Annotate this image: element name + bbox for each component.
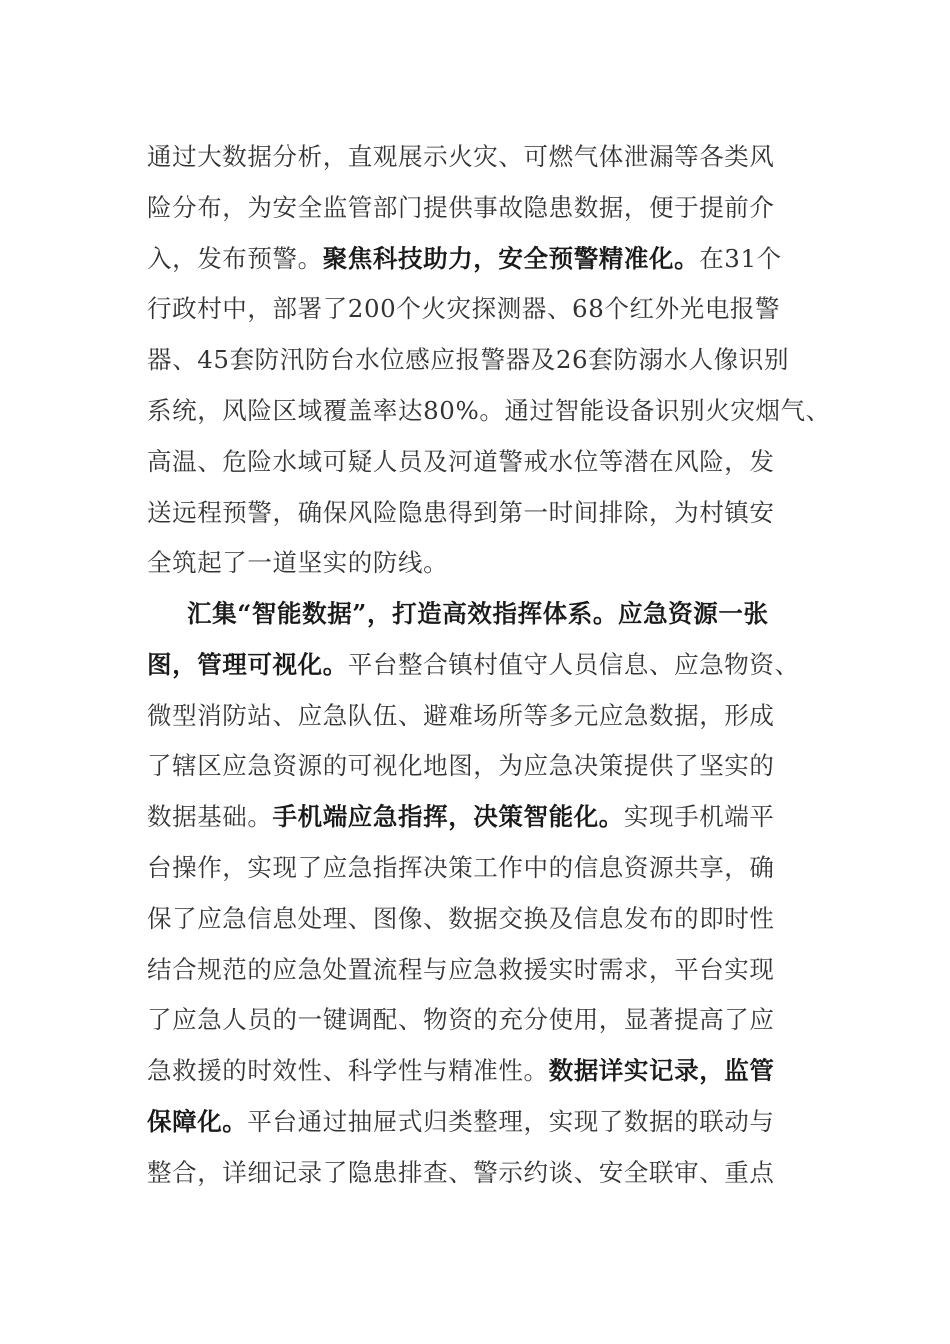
paragraph-line (147, 234, 812, 285)
paragraph-line (147, 1097, 812, 1148)
text-run: 数据基础。 (147, 802, 273, 832)
text-run: 了辖区应急资源的可视化地图，为应急决策提供了坚实的 (147, 751, 775, 781)
paragraph-line (147, 183, 812, 234)
paragraph-line (147, 691, 812, 742)
bold-heading-run: 汇集“智能数据”，打造高效指挥体系。应急资源一张 (187, 599, 769, 628)
bold-heading-run: 聚焦科技助力，安全预警精准化。 (322, 243, 700, 273)
text-run: 行政村中，部署了200个火灾探测器、68个红外光电报警 (147, 294, 781, 324)
text-run: 实现手机端平 (623, 802, 775, 832)
paragraph-line (147, 132, 812, 183)
text-run: 平台通过抽屉式归类整理，实现了数据的联动与 (247, 1106, 775, 1136)
paragraph-line (147, 945, 812, 996)
paragraph-line (147, 386, 831, 437)
text-run: 送远程预警，确保风险隐患得到第一时间排除，为村镇安 (147, 497, 775, 527)
paragraph-line (147, 894, 812, 945)
bold-heading-run: 手机端应急指挥，决策智能化。 (272, 802, 624, 832)
text-run: 器、45套防汛防台水位感应报警器及26套防溺水人像识别 (147, 345, 790, 375)
text-run: 急救援的时效性、科学性与精准性。 (147, 1056, 549, 1086)
text-run: 险分布，为安全监管部门提供事故隐患数据，便于提前介 (147, 192, 775, 222)
paragraph-line (147, 284, 812, 335)
text-run: 入，发布预警。 (147, 243, 323, 273)
text-run: 结合规范的应急处置流程与应急救援实时需求，平台实现 (147, 954, 775, 984)
text-run: 台操作，实现了应急指挥决策工作中的信息资源共享，确 (147, 852, 775, 882)
paragraph-line (147, 589, 812, 640)
paragraph-line (147, 538, 812, 589)
text-run: 微型消防站、应急队伍、避难场所等多元应急数据，形成 (147, 700, 775, 730)
text-run: 保了应急信息处理、图像、数据交换及信息发布的即时性 (147, 903, 775, 933)
text-run: 通过大数据分析，直观展示火灾、可燃气体泄漏等各类风 (147, 142, 775, 171)
text-run: 在31个 (699, 243, 782, 273)
paragraph-line (147, 995, 812, 1046)
text-run: 系统，风险区域覆盖率达80%。通过智能设备识别火灾烟气、 (147, 395, 831, 425)
paragraph-line (147, 1148, 812, 1199)
paragraph-line (147, 437, 812, 488)
text-run: 全筑起了一道坚实的防线。 (147, 548, 449, 578)
paragraph-line (147, 1046, 812, 1097)
paragraph-line (147, 488, 812, 539)
text-run: 整合，详细记录了隐患排查、警示约谈、安全联审、重点 (147, 1157, 775, 1187)
text-run: 了应急人员的一键调配、物资的充分使用，显著提高了应 (147, 1005, 775, 1035)
paragraph-1 (147, 132, 831, 589)
text-run: 高温、危险水域可疑人员及河道警戒水位等潜在风险，发 (147, 446, 775, 476)
paragraph-line (147, 640, 812, 691)
paragraph-2 (147, 589, 812, 1199)
paragraph-line (147, 792, 812, 843)
bold-heading-run: 图，管理可视化。 (147, 649, 348, 679)
bold-heading-run: 保障化。 (147, 1106, 248, 1136)
paragraph-line (147, 335, 812, 386)
paragraph-line (147, 843, 812, 894)
text-run: 平台整合镇村值守人员信息、应急物资、 (347, 649, 800, 679)
paragraph-line (147, 741, 812, 792)
bold-heading-run: 数据详实记录，监管 (548, 1056, 775, 1086)
